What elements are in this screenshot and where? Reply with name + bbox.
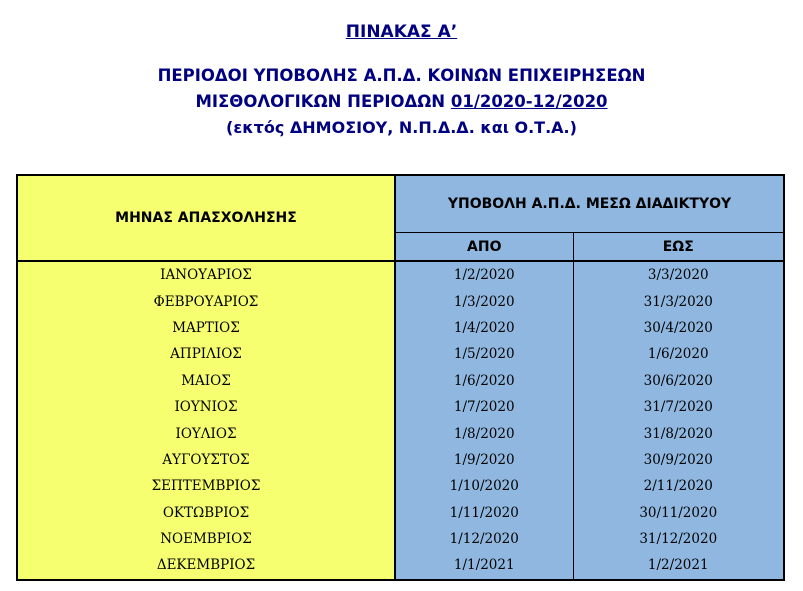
month-cell: ΙΑΝΟΥΑΡΙΟΣ bbox=[17, 261, 395, 288]
to-date-cell: 30/6/2020 bbox=[573, 368, 784, 394]
table-row bbox=[17, 552, 784, 579]
month-cell: ΙΟΥΛΙΟΣ bbox=[17, 420, 395, 446]
table-body bbox=[17, 261, 784, 580]
to-date-cell: 31/12/2020 bbox=[573, 526, 784, 552]
month-cell: ΟΚΤΩΒΡΙΟΣ bbox=[17, 500, 395, 526]
heading-line-3: (εκτός ΔΗΜΟΣΙΟΥ, Ν.Π.Δ.Δ. και Ο.Τ.Α.) bbox=[226, 118, 577, 137]
month-column-header: ΜΗΝΑΣ ΑΠΑΣΧΟΛΗΣΗΣ bbox=[17, 175, 395, 261]
table-row bbox=[17, 315, 784, 341]
table-row bbox=[17, 526, 784, 552]
to-column-header: ΕΩΣ bbox=[573, 233, 784, 262]
to-date-cell: 31/8/2020 bbox=[573, 420, 784, 446]
month-cell: ΜΑΡΤΙΟΣ bbox=[17, 315, 395, 341]
month-cell: ΝΟΕΜΒΡΙΟΣ bbox=[17, 526, 395, 552]
to-date-cell: 31/3/2020 bbox=[573, 288, 784, 314]
from-date-cell: 1/12/2020 bbox=[395, 526, 573, 552]
table-row bbox=[17, 473, 784, 499]
to-date-cell: 30/9/2020 bbox=[573, 447, 784, 473]
to-date-cell: 30/11/2020 bbox=[573, 500, 784, 526]
month-cell: ΔΕΚΕΜΒΡΙΟΣ bbox=[17, 552, 395, 579]
from-date-cell: 1/2/2020 bbox=[395, 261, 573, 288]
to-date-cell: 2/11/2020 bbox=[573, 473, 784, 499]
from-date-cell: 1/8/2020 bbox=[395, 420, 573, 446]
table-row bbox=[17, 368, 784, 394]
to-date-cell: 31/7/2020 bbox=[573, 394, 784, 420]
from-date-cell: 1/6/2020 bbox=[395, 368, 573, 394]
online-submission-header: ΥΠΟΒΟΛΗ Α.Π.Δ. ΜΕΣΩ ΔΙΑΔΙΚΤΥΟΥ bbox=[395, 175, 784, 233]
to-date-cell: 1/6/2020 bbox=[573, 341, 784, 367]
from-date-cell: 1/10/2020 bbox=[395, 473, 573, 499]
month-cell: ΙΟΥΝΙΟΣ bbox=[17, 394, 395, 420]
month-cell: ΑΥΓΟΥΣΤΟΣ bbox=[17, 447, 395, 473]
from-column-header: ΑΠΟ bbox=[395, 233, 573, 262]
from-date-cell: 1/1/2021 bbox=[395, 552, 573, 579]
from-date-cell: 1/9/2020 bbox=[395, 447, 573, 473]
table-label: ΠΙΝΑΚΑΣ Α’ bbox=[345, 22, 458, 42]
table-row bbox=[17, 420, 784, 446]
month-cell: ΦΕΒΡΟΥΑΡΙΟΣ bbox=[17, 288, 395, 314]
table-row bbox=[17, 261, 784, 288]
month-cell: ΣΕΠΤΕΜΒΡΙΟΣ bbox=[17, 473, 395, 499]
from-date-cell: 1/7/2020 bbox=[395, 394, 573, 420]
heading-line-1: ΠΕΡΙΟΔΟΙ ΥΠΟΒΟΛΗΣ Α.Π.Δ. ΚΟΙΝΩΝ ΕΠΙΧΕΙΡΗΣΕΩΝ bbox=[157, 66, 646, 85]
table-row bbox=[17, 394, 784, 420]
from-date-cell: 1/5/2020 bbox=[395, 341, 573, 367]
table-row bbox=[17, 288, 784, 314]
heading-period: 01/2020-12/2020 bbox=[450, 92, 608, 111]
from-date-cell: 1/4/2020 bbox=[395, 315, 573, 341]
to-date-cell: 30/4/2020 bbox=[573, 315, 784, 341]
table-row bbox=[17, 447, 784, 473]
heading-line-2-prefix: ΜΙΣΘΟΛΟΓΙΚΩΝ ΠΕΡΙΟΔΩΝ bbox=[195, 92, 451, 111]
from-date-cell: 1/11/2020 bbox=[395, 500, 573, 526]
from-date-cell: 1/3/2020 bbox=[395, 288, 573, 314]
to-date-cell: 3/3/2020 bbox=[573, 261, 784, 288]
month-cell: ΜΑΙΟΣ bbox=[17, 368, 395, 394]
table-row bbox=[17, 341, 784, 367]
to-date-cell: 1/2/2021 bbox=[573, 552, 784, 579]
submission-periods-table bbox=[16, 174, 785, 581]
table-row bbox=[17, 500, 784, 526]
heading-line-2 bbox=[0, 92, 803, 111]
month-cell: ΑΠΡΙΛΙΟΣ bbox=[17, 341, 395, 367]
